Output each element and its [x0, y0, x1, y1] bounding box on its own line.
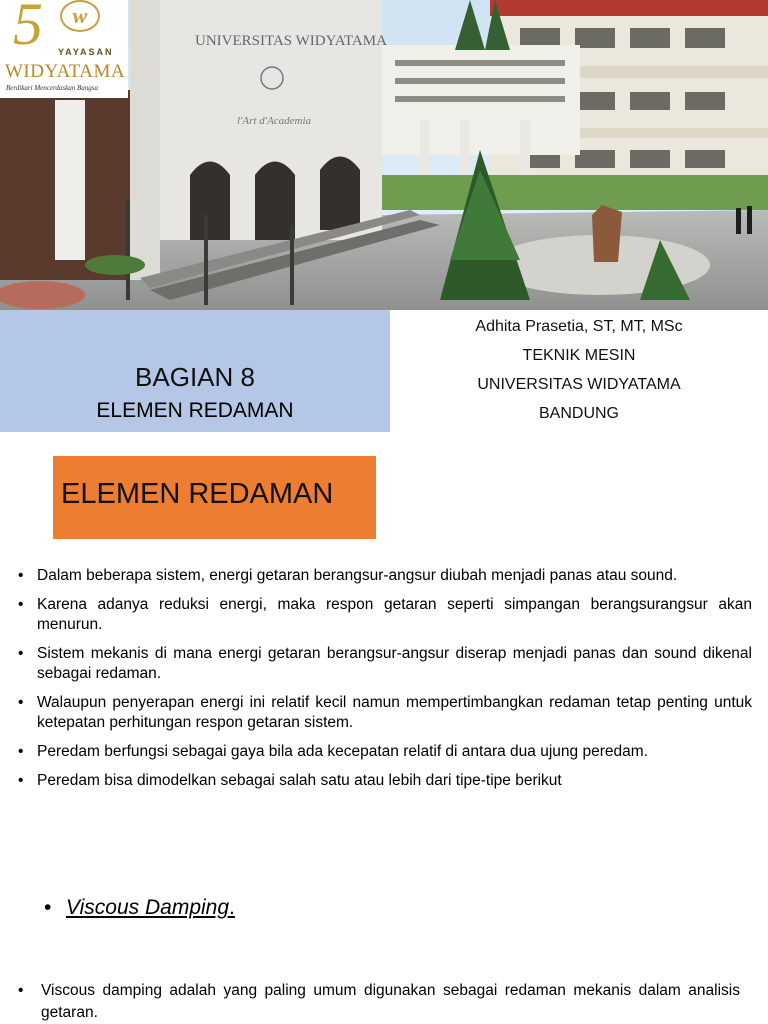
logo-mark-icon: w	[60, 0, 100, 32]
list-item: • Peredam bisa dimodelkan sebagai salah satu atau lebih dari tipe-tipe berikut	[18, 771, 752, 791]
bullet-dot: •	[44, 896, 52, 919]
slide-title: BAGIAN 8	[135, 362, 255, 392]
title-box	[0, 310, 390, 432]
logo-tagline: Berdikari Mencerdaskan Bangsa	[6, 84, 99, 92]
subheading-text: Viscous Damping	[66, 896, 230, 919]
list-item: • Dalam beberapa sistem, energi getaran berangsur-angsur diubah menjadi panas atau sound.	[18, 566, 752, 586]
building-sign: UNIVERSITAS WIDYATAMA	[195, 33, 387, 49]
list-item: • Peredam berfungsi sebagai gaya bila ada kecepatan relatif di antara dua ujung peredam.	[18, 742, 752, 762]
list-item: • Viscous damping adalah yang paling umum digunakan sebagai redaman mekanis dalam analisis getaran.	[18, 980, 740, 1024]
logo-number: 5	[13, 0, 43, 57]
author-university: UNIVERSITAS WIDYATAMA	[477, 376, 681, 393]
list-item: • Sistem mekanis di mana energi getaran berangsur-angsur diserap menjadi panas dan sound dikenal sebagai redaman.	[18, 644, 752, 684]
section-heading-box	[53, 456, 376, 539]
logo-yayasan: YAYASAN	[58, 47, 114, 57]
author-department: TEKNIK MESIN	[522, 347, 636, 364]
campus-photo	[0, 0, 768, 310]
section-title: ELEMEN REDAMAN	[61, 478, 334, 510]
author-city: BANDUNG	[538, 405, 619, 422]
logo-name: WIDYATAMA	[5, 61, 126, 82]
author-name: Adhita Prasetia, ST, MT, MSc	[475, 318, 683, 335]
widyatama-logo	[0, 0, 128, 98]
subheading-period: .	[229, 896, 235, 919]
slide-subtitle: ELEMEN REDAMAN	[96, 399, 294, 422]
building-subtitle: l'Art d'Academia	[237, 115, 312, 127]
viscous-bullet-list	[18, 980, 740, 1024]
bullet-list	[18, 566, 752, 800]
list-item: • Walaupun penyerapan energi ini relatif kecil namun mempertimbangkan redaman tetap penting untuk ketepatan perhitungan respon getaran sistem.	[18, 693, 752, 733]
author-info	[390, 312, 768, 428]
list-item: • Karena adanya reduksi energi, maka respon getaran seperti simpangan berangsurangsur akan menurun.	[18, 595, 752, 635]
